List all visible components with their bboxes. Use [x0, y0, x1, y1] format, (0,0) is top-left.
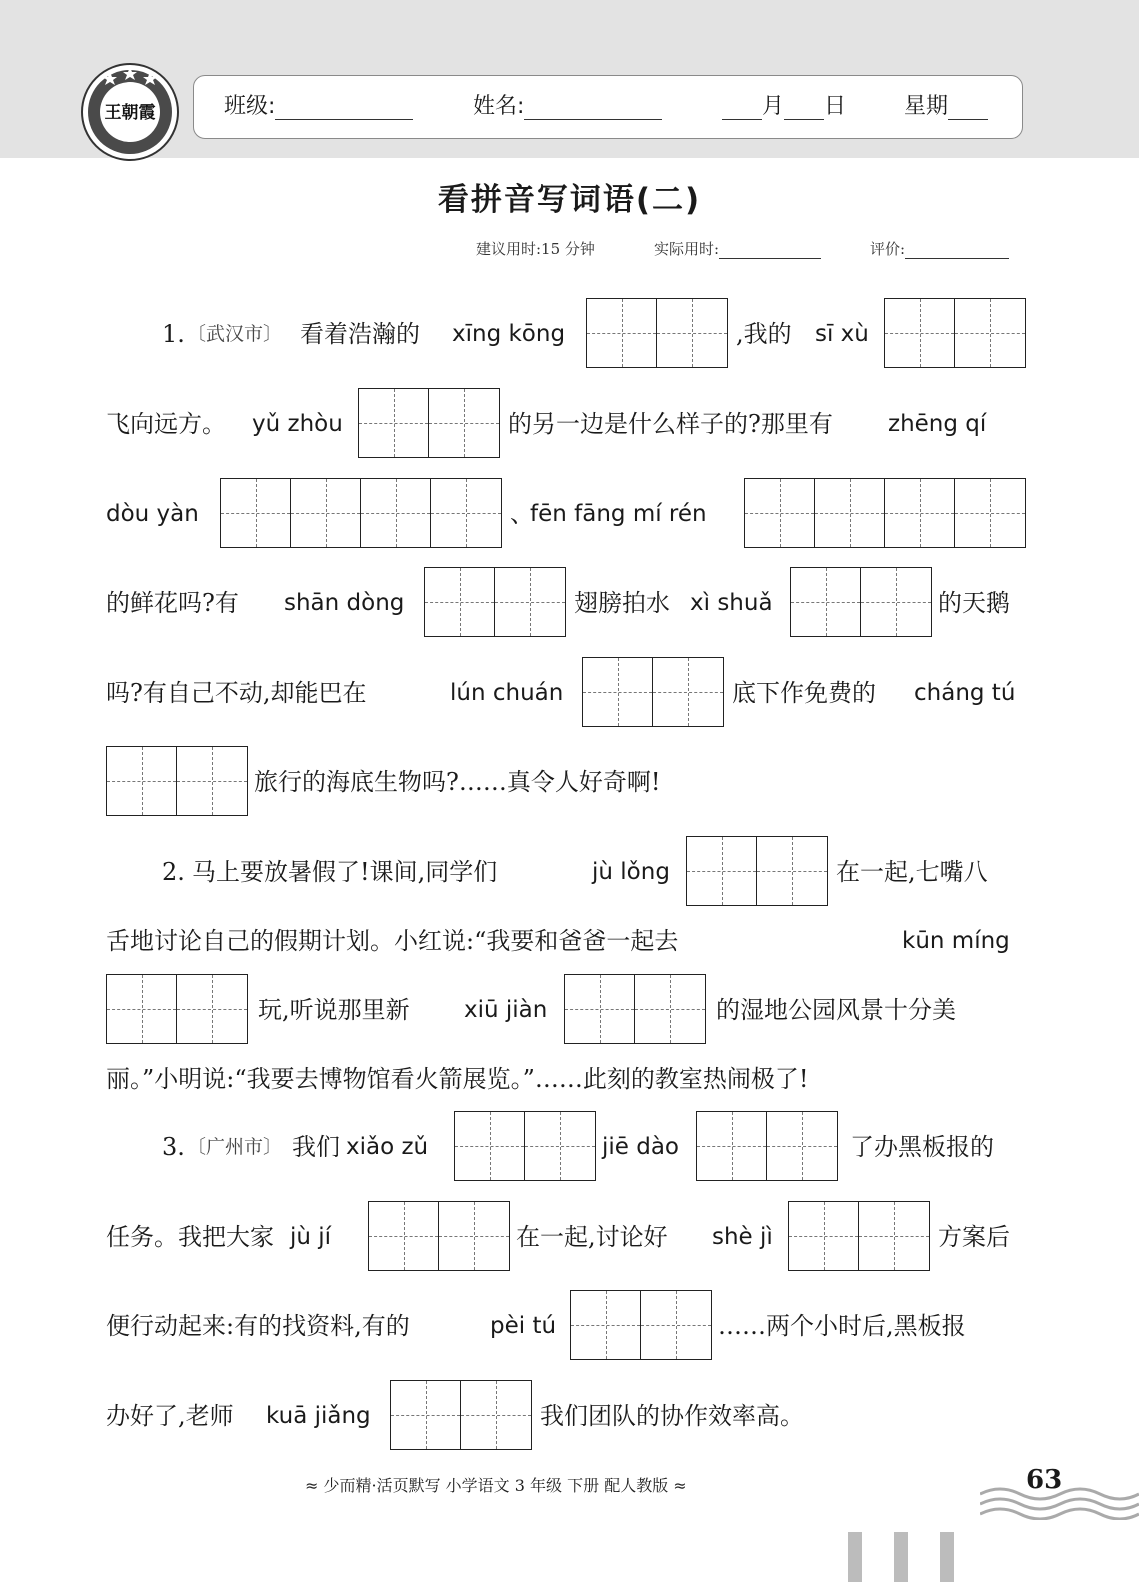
- q1-text: 飞向远方。: [106, 410, 226, 438]
- q2-line-4: [0, 1059, 1139, 1099]
- answer-grid[interactable]: [696, 1111, 838, 1181]
- rating-label: 评价:: [870, 240, 906, 258]
- pinyin: jù lǒng: [592, 859, 670, 885]
- q1-text: 底下作免费的: [732, 679, 876, 707]
- answer-grid[interactable]: [586, 298, 728, 368]
- q1-text: 旅行的海底生物吗?……真令人好奇啊!: [254, 768, 661, 796]
- pinyin: cháng tú: [914, 680, 1016, 706]
- class-blank[interactable]: [275, 99, 413, 120]
- q1-line-5: [0, 673, 1139, 713]
- q2-text: 玩,听说那里新: [258, 996, 410, 1024]
- q3-text: 方案后: [938, 1223, 1010, 1251]
- weekday-label: 星期: [904, 94, 949, 119]
- pinyin: lún chuán: [450, 680, 564, 706]
- pinyin: jù jí: [290, 1224, 332, 1250]
- q1-text: 的鲜花吗?有: [106, 589, 239, 617]
- answer-grid[interactable]: [106, 974, 248, 1044]
- actual-time-label: 实际用时:: [654, 240, 720, 258]
- actual-time: [654, 238, 821, 259]
- pinyin: dòu yàn: [106, 501, 199, 527]
- q3-tag: 〔广州市〕: [187, 1136, 283, 1158]
- q3-text: 了办黑板报的: [850, 1133, 994, 1161]
- q2-number: 2.: [162, 858, 185, 886]
- q1-text: 的天鹅: [938, 589, 1010, 617]
- name-field: [473, 94, 662, 120]
- answer-grid[interactable]: [368, 1201, 510, 1271]
- pinyin: xiū jiàn: [464, 997, 548, 1023]
- q2-text: 舌地讨论自己的假期计划。小红说:“我要和爸爸一起去: [106, 927, 679, 955]
- answer-grid[interactable]: [220, 478, 502, 548]
- date-field: [722, 94, 846, 120]
- page-number: 63: [1026, 1465, 1063, 1495]
- q3-text: 办好了,老师: [106, 1402, 234, 1430]
- q2-line-1: [0, 852, 1139, 892]
- weekday-field: [904, 94, 988, 120]
- page-title: 看拼音写词语(二): [437, 182, 702, 218]
- answer-grid[interactable]: [744, 478, 1026, 548]
- student-info-bar: [193, 75, 1023, 139]
- footer-text: ≈ 少而精·活页默写 小学语文 3 年级 下册 配人教版 ≈: [305, 1476, 687, 1495]
- pinyin: xiǎo zǔ: [346, 1134, 429, 1160]
- pinyin: pèi tú: [490, 1313, 557, 1339]
- actual-time-blank[interactable]: [719, 244, 821, 259]
- day-label: 日: [824, 94, 847, 119]
- answer-grid[interactable]: [564, 974, 706, 1044]
- suggested-time: 建议用时:15 分钟: [476, 240, 595, 258]
- name-label: 姓名:: [473, 94, 525, 119]
- pinyin: fēn fāng mí rén: [530, 501, 707, 527]
- month-label: 月: [762, 94, 785, 119]
- q3-text: 任务。我把大家: [106, 1223, 274, 1251]
- q2-line-2: [0, 921, 1139, 961]
- publisher-logo: [80, 62, 180, 162]
- name-blank[interactable]: [524, 99, 662, 120]
- q1-text: 看着浩瀚的: [300, 320, 420, 348]
- day-blank[interactable]: [784, 99, 824, 120]
- q1-line-2: [0, 404, 1139, 444]
- pinyin: xì shuǎ: [690, 590, 773, 616]
- class-label: 班级:: [224, 94, 276, 119]
- q3-line-2: [0, 1217, 1139, 1257]
- pinyin: xīng kōng: [452, 321, 566, 347]
- pinyin: jiē dào: [602, 1134, 680, 1160]
- pinyin: sī xù: [815, 321, 869, 347]
- q1-tag: 〔武汉市〕: [187, 323, 283, 345]
- bottom-bars-decoration: [848, 1532, 958, 1582]
- answer-grid[interactable]: [358, 388, 500, 458]
- pinyin: kuā jiǎng: [266, 1403, 371, 1429]
- rating: [870, 238, 1009, 259]
- q2-text: 的湿地公园风景十分美: [716, 996, 956, 1024]
- q2-text: 马上要放暑假了!课间,同学们: [192, 858, 498, 886]
- month-blank[interactable]: [722, 99, 762, 120]
- q1-text: 的另一边是什么样子的?那里有: [508, 410, 833, 438]
- q1-number: 1.: [162, 320, 185, 348]
- pinyin: kūn míng: [902, 928, 1010, 954]
- q3-number: 3.: [162, 1133, 185, 1161]
- q2-text: 在一起,七嘴八: [836, 858, 988, 886]
- q1-line-4: [0, 583, 1139, 623]
- answer-grid[interactable]: [454, 1111, 596, 1181]
- pinyin: zhēng qí: [888, 411, 987, 437]
- q1-text: 、: [510, 500, 534, 528]
- answer-grid[interactable]: [582, 657, 724, 727]
- answer-grid[interactable]: [686, 836, 828, 906]
- q3-text: ……两个小时后,黑板报: [718, 1312, 966, 1340]
- pinyin: yǔ zhòu: [252, 411, 343, 437]
- q1-text: 翅膀拍水: [574, 589, 670, 617]
- answer-grid[interactable]: [106, 746, 248, 816]
- logo-lettering: 王朝霞: [104, 103, 156, 123]
- q1-text: 吗?有自己不动,却能巴在: [106, 679, 367, 707]
- q3-text: 在一起,讨论好: [516, 1223, 668, 1251]
- answer-grid[interactable]: [790, 567, 932, 637]
- answer-grid[interactable]: [570, 1290, 712, 1360]
- q3-line-4: [0, 1396, 1139, 1436]
- answer-grid[interactable]: [390, 1380, 532, 1450]
- answer-grid[interactable]: [424, 567, 566, 637]
- q3-text: 我们团队的协作效率高。: [540, 1402, 804, 1430]
- q1-text: ,我的: [736, 320, 792, 348]
- weekday-blank[interactable]: [948, 99, 988, 120]
- q2-text: 丽。”小明说:“我要去博物馆看火箭展览。”……此刻的教室热闹极了!: [106, 1065, 809, 1093]
- q3-text: 我们: [292, 1133, 340, 1161]
- wave-decoration: [980, 1480, 1139, 1520]
- q3-text: 便行动起来:有的找资料,有的: [106, 1312, 410, 1340]
- answer-grid[interactable]: [788, 1201, 930, 1271]
- pinyin: shè jì: [712, 1224, 773, 1250]
- class-field: [224, 94, 413, 120]
- pinyin: shān dòng: [284, 590, 405, 616]
- answer-grid[interactable]: [884, 298, 1026, 368]
- rating-blank[interactable]: [905, 244, 1009, 259]
